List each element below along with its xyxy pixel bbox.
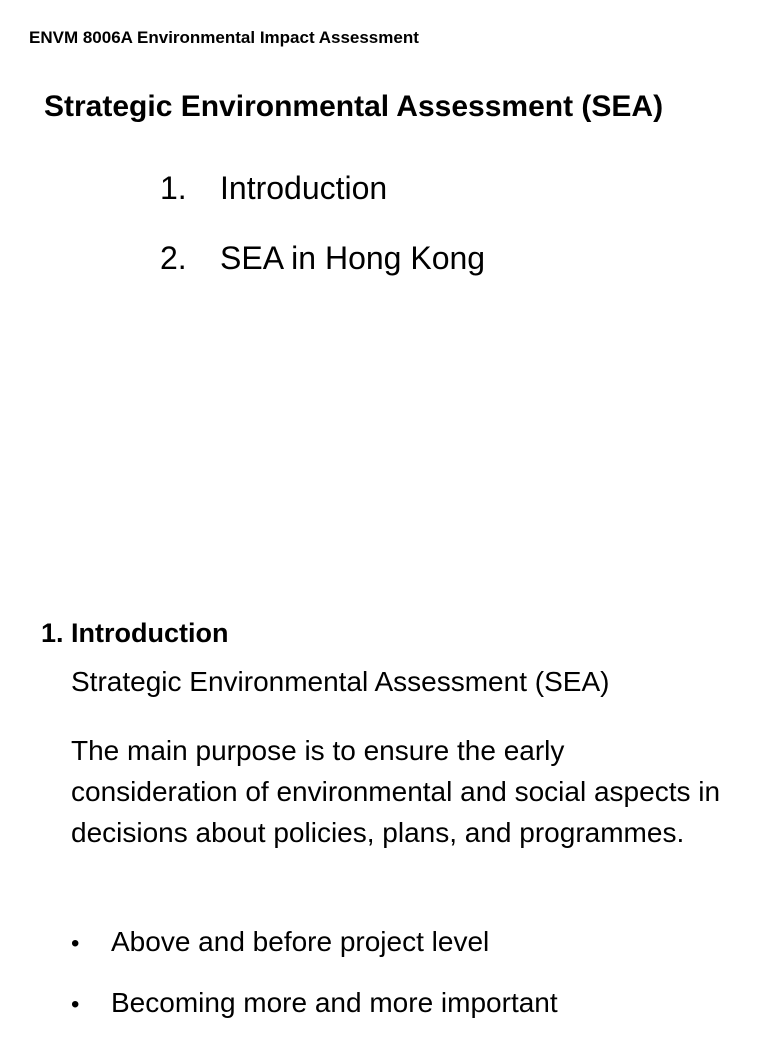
bullet-item <box>71 983 558 1044</box>
bullet-item <box>71 922 558 983</box>
purpose-paragraph: The main purpose is to ensure the early consideration of environmental and social aspects in decisions about policies, plans, and programmes. <box>71 735 721 848</box>
outline-item <box>160 238 485 308</box>
course-header: ENVM 8006A Environmental Impact Assessment <box>29 28 419 47</box>
bullet-list <box>71 922 558 1044</box>
outline-item-label: Introduction <box>220 170 388 206</box>
slide-title: Strategic Environmental Assessment (SEA) <box>44 90 664 123</box>
section-heading: 1. Introduction <box>41 618 229 648</box>
bullet-text: Becoming more and more important <box>111 987 558 1018</box>
bullet-icon: • <box>71 930 80 957</box>
section-subtitle: Strategic Environmental Assessment (SEA) <box>71 666 610 697</box>
outline-item-label: SEA in Hong Kong <box>220 240 486 276</box>
bullet-text: Above and before project level <box>111 926 490 957</box>
outline-item <box>160 168 485 238</box>
bullet-icon: • <box>71 991 80 1018</box>
outline-item-number: 1. <box>160 170 187 206</box>
outline-item-number: 2. <box>160 240 187 276</box>
outline-list <box>160 168 485 308</box>
